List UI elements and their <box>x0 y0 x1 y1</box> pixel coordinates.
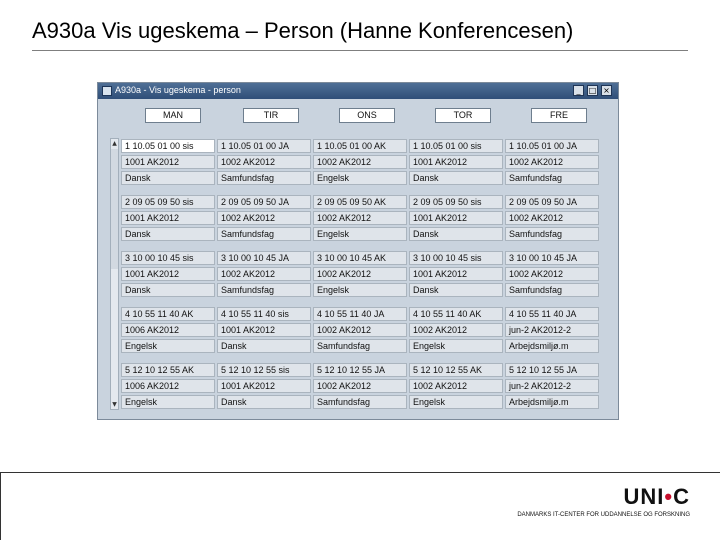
cell-subject[interactable]: Engelsk <box>121 395 215 409</box>
day-button-tir[interactable]: TIR <box>243 108 299 123</box>
cell-class[interactable]: 1002 AK2012 <box>505 267 599 281</box>
cell-time[interactable]: 5 12 10 12 55 sis <box>217 363 311 377</box>
cell-time[interactable]: 3 10 00 10 45 JA <box>505 251 599 265</box>
day-button-ons[interactable]: ONS <box>339 108 395 123</box>
cell-time[interactable]: 1 10.05 01 00 JA <box>505 139 599 153</box>
slide-title: A930a Vis ugeskema – Person (Hanne Konferencesen) <box>32 18 574 43</box>
cell-subject[interactable]: Engelsk <box>121 339 215 353</box>
maximize-button[interactable]: □ <box>588 86 597 95</box>
cell-subject[interactable]: Engelsk <box>409 339 503 353</box>
minimize-button[interactable]: _ <box>573 85 584 96</box>
cell-class[interactable]: 1001 AK2012 <box>121 267 215 281</box>
app-window <box>97 82 619 420</box>
day-button-man[interactable]: MAN <box>145 108 201 123</box>
cell-class[interactable]: 1001 AK2012 <box>409 155 503 169</box>
cell-subject[interactable]: Samfundsfag <box>217 227 311 241</box>
cell-class[interactable]: 1001 AK2012 <box>217 379 311 393</box>
cell-time[interactable]: 5 12 10 12 55 AK <box>409 363 503 377</box>
app-icon <box>102 86 112 96</box>
cell-time[interactable]: 5 12 10 12 55 JA <box>313 363 407 377</box>
cell-time[interactable]: 1 10.05 01 00 AK <box>313 139 407 153</box>
cell-time[interactable]: 3 10 00 10 45 sis <box>121 251 215 265</box>
cell-time[interactable]: 2 09 05 09 50 AK <box>313 195 407 209</box>
cell-class[interactable]: 1002 AK2012 <box>313 379 407 393</box>
cell-subject[interactable]: Samfundsfag <box>313 339 407 353</box>
cell-class[interactable]: 1002 AK2012 <box>313 211 407 225</box>
cell-time[interactable]: 2 09 05 09 50 sis <box>409 195 503 209</box>
cell-time[interactable]: 4 10 55 11 40 JA <box>505 307 599 321</box>
cell-time[interactable]: 4 10 55 11 40 AK <box>121 307 215 321</box>
scroll-thumb[interactable] <box>111 149 118 269</box>
cell-class[interactable]: 1002 AK2012 <box>313 323 407 337</box>
window-title: A930a - Vis ugeskema - person <box>115 85 241 95</box>
cell-subject[interactable]: Samfundsfag <box>505 227 599 241</box>
cell-class[interactable]: 1002 AK2012 <box>217 211 311 225</box>
cell-subject[interactable]: Engelsk <box>409 395 503 409</box>
cell-subject[interactable]: Engelsk <box>313 171 407 185</box>
cell-time[interactable]: 4 10 55 11 40 JA <box>313 307 407 321</box>
cell-class[interactable]: jun-2 AK2012-2 <box>505 323 599 337</box>
cell-class[interactable]: 1001 AK2012 <box>217 323 311 337</box>
close-button[interactable]: × <box>601 85 612 96</box>
cell-class[interactable]: 1002 AK2012 <box>313 155 407 169</box>
cell-time[interactable]: 1 10.05 01 00 JA <box>217 139 311 153</box>
cell-subject[interactable]: Arbejdsmiljø.m <box>505 395 599 409</box>
cell-time[interactable]: 4 10 55 11 40 AK <box>409 307 503 321</box>
cell-time[interactable]: 1 10.05 01 00 sis <box>409 139 503 153</box>
cell-time[interactable]: 3 10 00 10 45 AK <box>313 251 407 265</box>
cell-time[interactable]: 2 09 05 09 50 sis <box>121 195 215 209</box>
cell-class[interactable]: 1002 AK2012 <box>217 155 311 169</box>
cell-class[interactable]: 1001 AK2012 <box>121 211 215 225</box>
day-button-fre[interactable]: FRE <box>531 108 587 123</box>
cell-class[interactable]: 1002 AK2012 <box>505 155 599 169</box>
cell-class[interactable]: 1006 AK2012 <box>121 323 215 337</box>
cell-subject[interactable]: Dansk <box>409 227 503 241</box>
cell-subject[interactable]: Dansk <box>121 283 215 297</box>
vertical-scrollbar[interactable] <box>110 138 119 410</box>
cell-class[interactable]: 1001 AK2012 <box>409 211 503 225</box>
cell-subject[interactable]: Arbejdsmiljø.m <box>505 339 599 353</box>
cell-class[interactable]: 1002 AK2012 <box>409 379 503 393</box>
cell-class[interactable]: 1002 AK2012 <box>505 211 599 225</box>
cell-subject[interactable]: Engelsk <box>313 283 407 297</box>
cell-time[interactable]: 1 10.05 01 00 sis <box>121 139 215 153</box>
cell-subject[interactable]: Samfundsfag <box>505 171 599 185</box>
cell-subject[interactable]: Dansk <box>409 283 503 297</box>
cell-time[interactable]: 2 09 05 09 50 JA <box>505 195 599 209</box>
cell-subject[interactable]: Engelsk <box>313 227 407 241</box>
cell-class[interactable]: 1001 AK2012 <box>409 267 503 281</box>
scroll-up-arrow-icon[interactable]: ▲ <box>112 140 117 147</box>
logo-wordmark: UNI•C <box>623 484 690 509</box>
cell-class[interactable]: 1002 AK2012 <box>217 267 311 281</box>
cell-time[interactable]: 4 10 55 11 40 sis <box>217 307 311 321</box>
cell-time[interactable]: 3 10 00 10 45 JA <box>217 251 311 265</box>
day-button-tor[interactable]: TOR <box>435 108 491 123</box>
title-divider <box>32 50 688 51</box>
cell-class[interactable]: jun-2 AK2012-2 <box>505 379 599 393</box>
cell-subject[interactable]: Dansk <box>121 227 215 241</box>
cell-time[interactable]: 5 12 10 12 55 JA <box>505 363 599 377</box>
cell-subject[interactable]: Samfundsfag <box>313 395 407 409</box>
logo-subtitle: DANMARKS IT-CENTER FOR UDDANNELSE OG FORSKNING <box>517 512 690 518</box>
scroll-down-arrow-icon[interactable]: ▼ <box>112 401 117 408</box>
uni-c-logo <box>517 484 690 518</box>
cell-class[interactable]: 1002 AK2012 <box>409 323 503 337</box>
cell-subject[interactable]: Samfundsfag <box>217 171 311 185</box>
cell-subject[interactable]: Dansk <box>121 171 215 185</box>
window-titlebar[interactable] <box>98 83 618 99</box>
cell-subject[interactable]: Dansk <box>409 171 503 185</box>
cell-time[interactable]: 5 12 10 12 55 AK <box>121 363 215 377</box>
cell-time[interactable]: 3 10 00 10 45 sis <box>409 251 503 265</box>
cell-subject[interactable]: Samfundsfag <box>217 283 311 297</box>
cell-subject[interactable]: Dansk <box>217 339 311 353</box>
cell-subject[interactable]: Dansk <box>217 395 311 409</box>
cell-class[interactable]: 1006 AK2012 <box>121 379 215 393</box>
cell-class[interactable]: 1002 AK2012 <box>313 267 407 281</box>
cell-class[interactable]: 1001 AK2012 <box>121 155 215 169</box>
cell-subject[interactable]: Samfundsfag <box>505 283 599 297</box>
cell-time[interactable]: 2 09 05 09 50 JA <box>217 195 311 209</box>
